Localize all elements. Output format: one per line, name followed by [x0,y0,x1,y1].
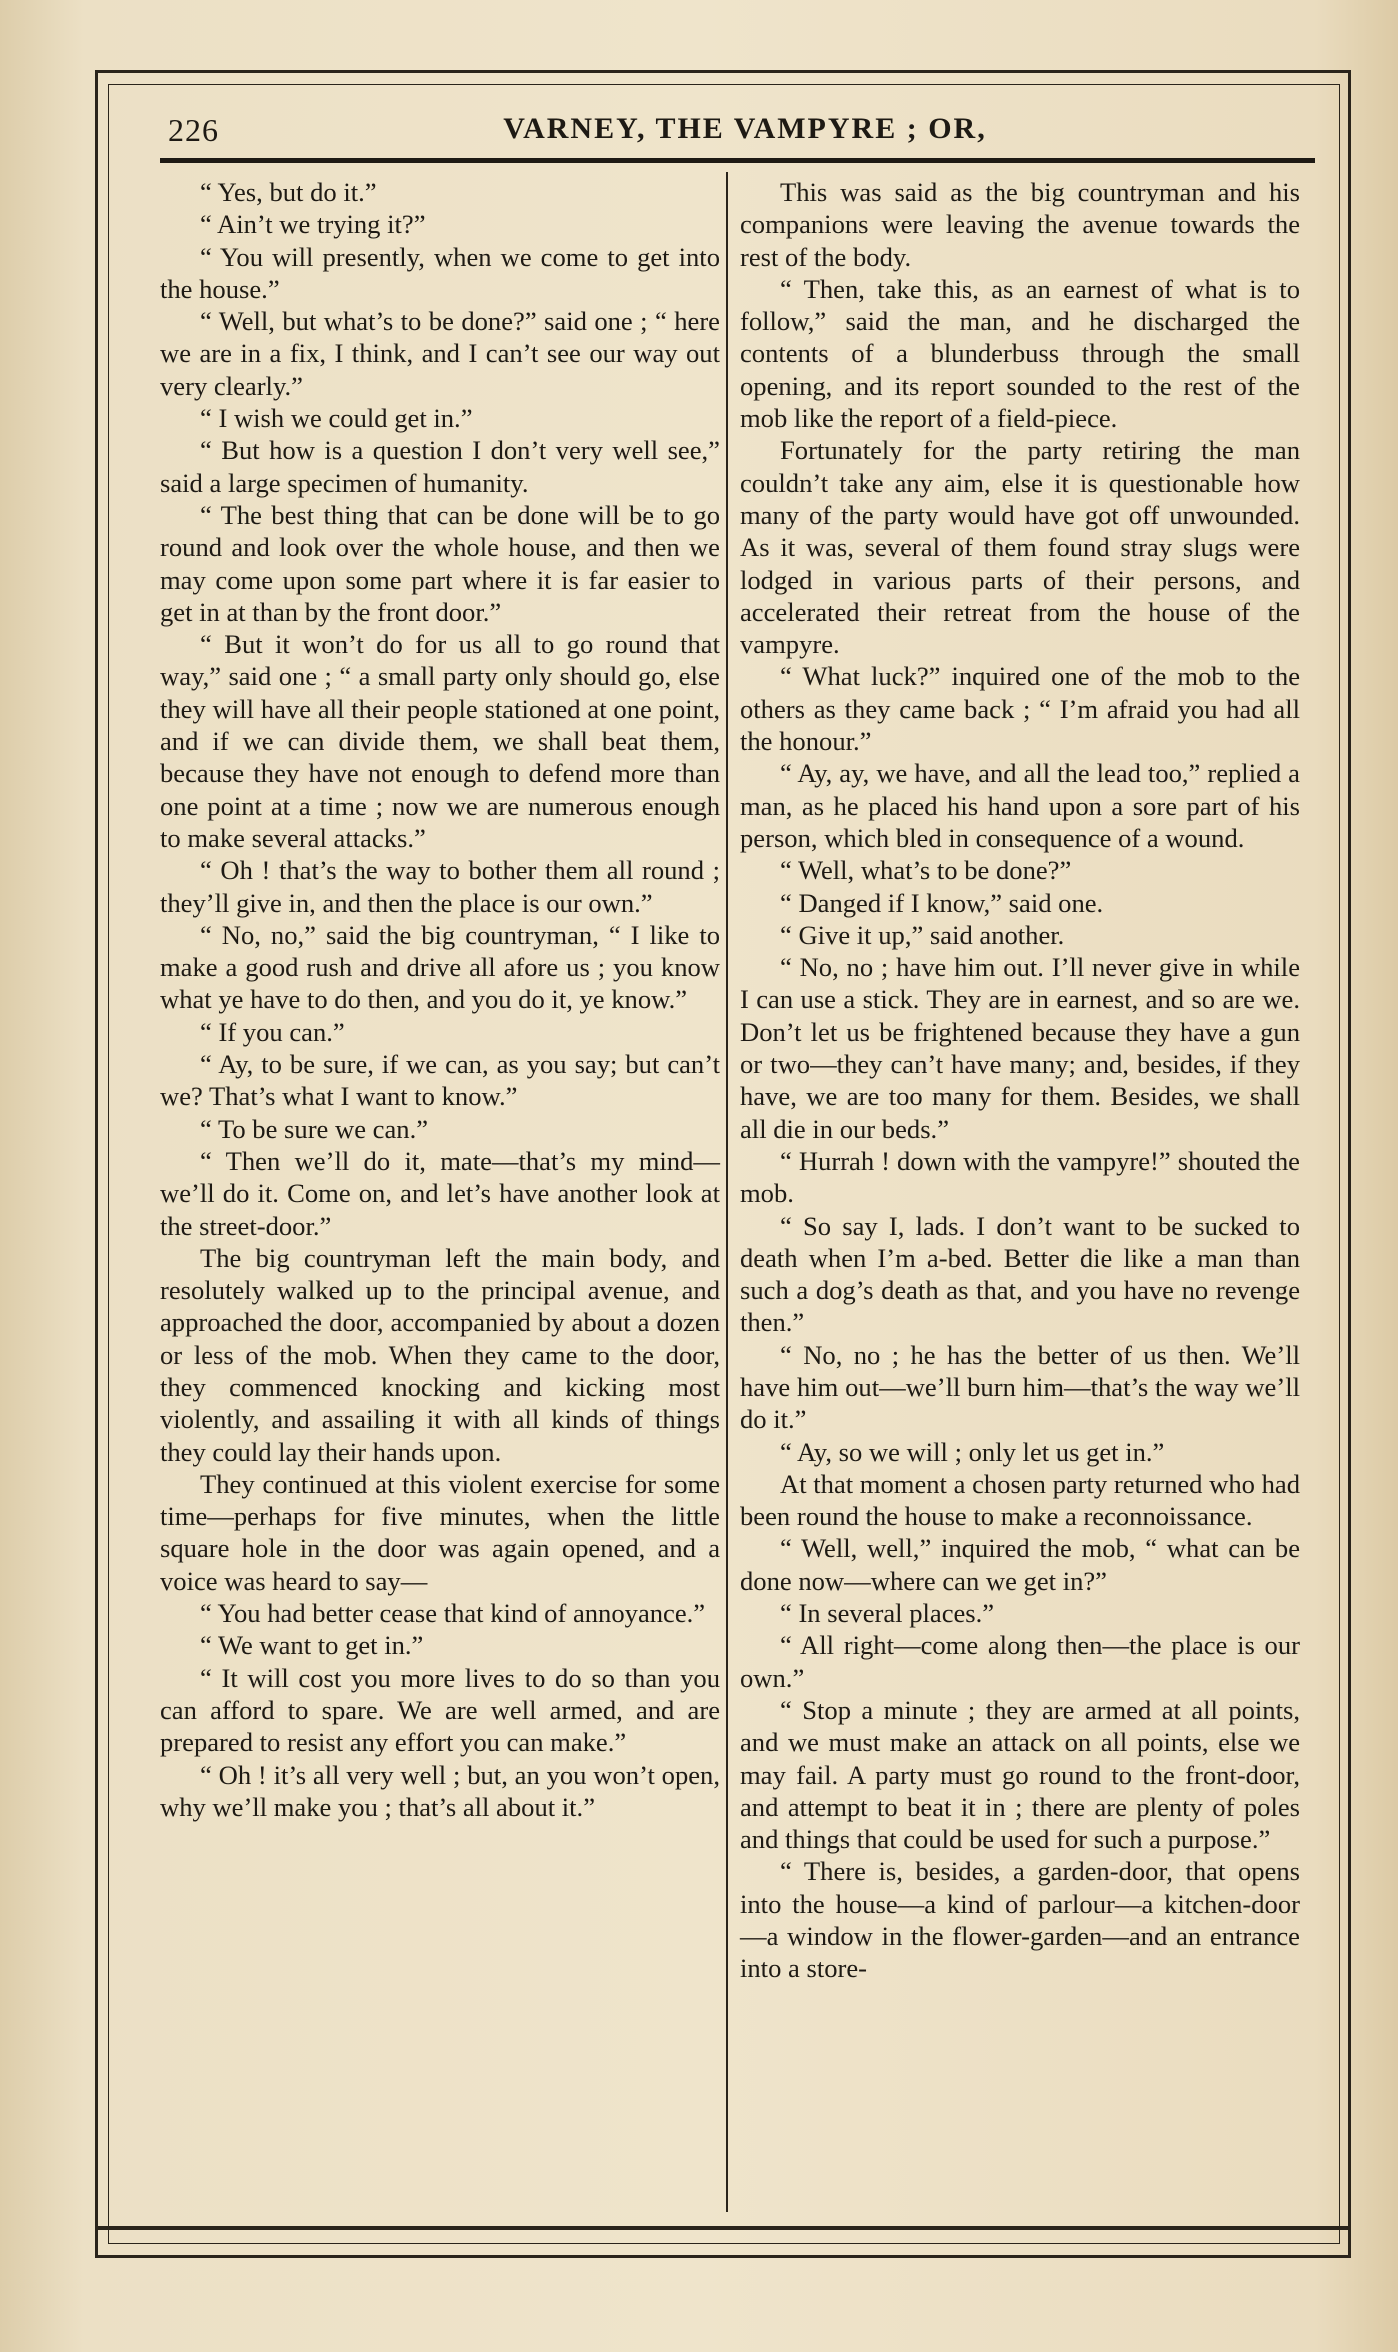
paragraph: “ Then we’ll do it, mate—that’s my mind—we’ll do it. Come on, and let’s have another look at the street-door.” [160,1145,720,1241]
paragraph: Fortunately for the party retiring the man couldn’t take any aim, else it is questionable how many of the party would have got off unwounded. As it was, several of them found stray slugs were lodged in various parts of their persons, and accelerated their retreat from the house of the vampyre. [740,435,1300,660]
paragraph: “ To be sure we can.” [200,1113,429,1144]
paragraph: “ There is, besides, a garden-door, that opens into the house—a kind of parlour—a kitchen-door—a window in the flower-garden—and an entrance into a store- [740,1856,1300,1984]
left-column [160,176,720,1823]
paragraph: “ Ay, so we will ; only let us get in.” [780,1436,1165,1467]
paragraph: The big countryman left the main body, and resolutely walked up to the principal avenue, and approached the door, accompanied by about a dozen or less of the mob. When they came to the door, they commenced knocking and kicking most violently, and assailing it with all kinds of things they could lay their hands upon. [160,1242,720,1467]
paragraph: “ Oh ! it’s all very well ; but, an you won’t open, why we’ll make you ; that’s all about it.” [160,1759,720,1822]
running-title: VARNEY, THE VAMPYRE ; OR, [503,112,987,145]
paragraph: “ Hurrah ! down with the vampyre!” shouted the mob. [740,1145,1300,1209]
page-header [160,108,1330,160]
paragraph: “ If you can.” [200,1016,345,1047]
paragraph: “ Ay, ay, we have, and all the lead too,” replied a man, as he placed his hand upon a sore part of his person, which bled in consequence of a wound. [740,758,1300,853]
paragraph: “ Ay, to be sure, if we can, as you say; but can’t we? That’s what I want to know.” [160,1049,720,1112]
paragraph: “ Then, take this, as an earnest of what is to follow,” said the man, and he discharged the contents of a blunderbuss through the small opening, and its report sounded to the rest of the mob like the report of a field-piece. [740,273,1300,434]
paragraph: They continued at this violent exercise for some time—perhaps for five minutes, when the little square hole in the door was again opened, and a voice was heard to say— [160,1468,720,1596]
paragraph: “ It will cost you more lives to do so than you can afford to spare. We are well armed, and are prepared to resist any effort you can make.” [160,1662,720,1758]
paragraph: “ You will presently, when we come to get into the house.” [160,241,720,304]
paragraph: “ What luck?” inquired one of the mob to the others as they came back ; “ I’m afraid you had all the honour.” [740,661,1300,757]
paragraph: “ The best thing that can be done will be to go round and look over the whole house, and then we may come upon some part where it is far easier to get in at than by the front door.” [160,499,720,627]
paragraph: “ In several places.” [780,1598,995,1629]
paragraph: “ Stop a minute ; they are armed at all points, and we must make an attack on all points, else we may fail. A party must go round to the front-door, and attempt to beat it in ; there are plenty of poles and things that could be used for such a purpose.” [740,1694,1300,1855]
paragraph: “ Danged if I know,” said one. [780,887,1104,918]
right-column [740,176,1300,1985]
paragraph: “ Well, but what’s to be done?” said one ; “ here we are in a fix, I think, and I can’t see our way out very clearly.” [160,306,720,401]
page-number: 226 [168,112,219,148]
paragraph: “ Give it up,” said another. [780,919,1065,950]
footer-rule [95,2226,1351,2230]
paragraph: “ I wish we could get in.” [200,403,473,434]
paragraph: “ Ain’t we trying it?” [200,209,426,240]
paragraph: “ Well, what’s to be done?” [780,855,1072,886]
paragraph: “ But how is a question I don’t very well see,” said a large specimen of humanity. [160,435,720,498]
paragraph: “ No, no ; have him out. I’ll never give in while I can use a stick. They are in earnest, and so are we. Don’t let us be frightened because they have a gun or two—they can’t have many; and, besides, if they have, we are too many for them. Besides, we shall all die in our beds.” [740,952,1300,1144]
paragraph: This was said as the big countryman and his companions were leaving the avenue towards the rest of the body. [740,177,1300,272]
paragraph: “ No, no,” said the big countryman, “ I like to make a good rush and drive all afore us ; you know what ye have to do then, and you do it, ye know.” [160,919,720,1015]
paragraph: “ No, no ; he has the better of us then. We’ll have him out—we’ll burn him—that’s the way we’ll do it.” [740,1339,1300,1435]
paragraph: “ All right—come along then—the place is our own.” [740,1630,1300,1693]
paragraph: “ Yes, but do it.” [200,177,377,207]
column-divider [726,172,728,2212]
paragraph: At that moment a chosen party returned who had been round the house to make a reconnoissance. [740,1468,1300,1532]
paragraph: “ You had better cease that kind of annoyance.” [200,1598,706,1629]
paragraph: “ Well, well,” inquired the mob, “ what can be done now—where can we get in?” [740,1533,1300,1596]
paragraph: “ But it won’t do for us all to go round that way,” said one ; “ a small party only should go, else they will have all their people stationed at one point, and if we can divide them, we shall beat them, because they have not enough to defend more than one point at a time ; now we are numerous enough to make several attacks.” [160,629,720,853]
paragraph: “ So say I, lads. I don’t want to be sucked to death when I’m a-bed. Better die like a man than such a dog’s death as that, and you have no revenge then.” [740,1210,1300,1338]
header-rule [160,158,1315,163]
paragraph: “ Oh ! that’s the way to bother them all round ; they’ll give in, and then the place is our own.” [160,855,720,918]
paragraph: “ We want to get in.” [200,1630,424,1661]
